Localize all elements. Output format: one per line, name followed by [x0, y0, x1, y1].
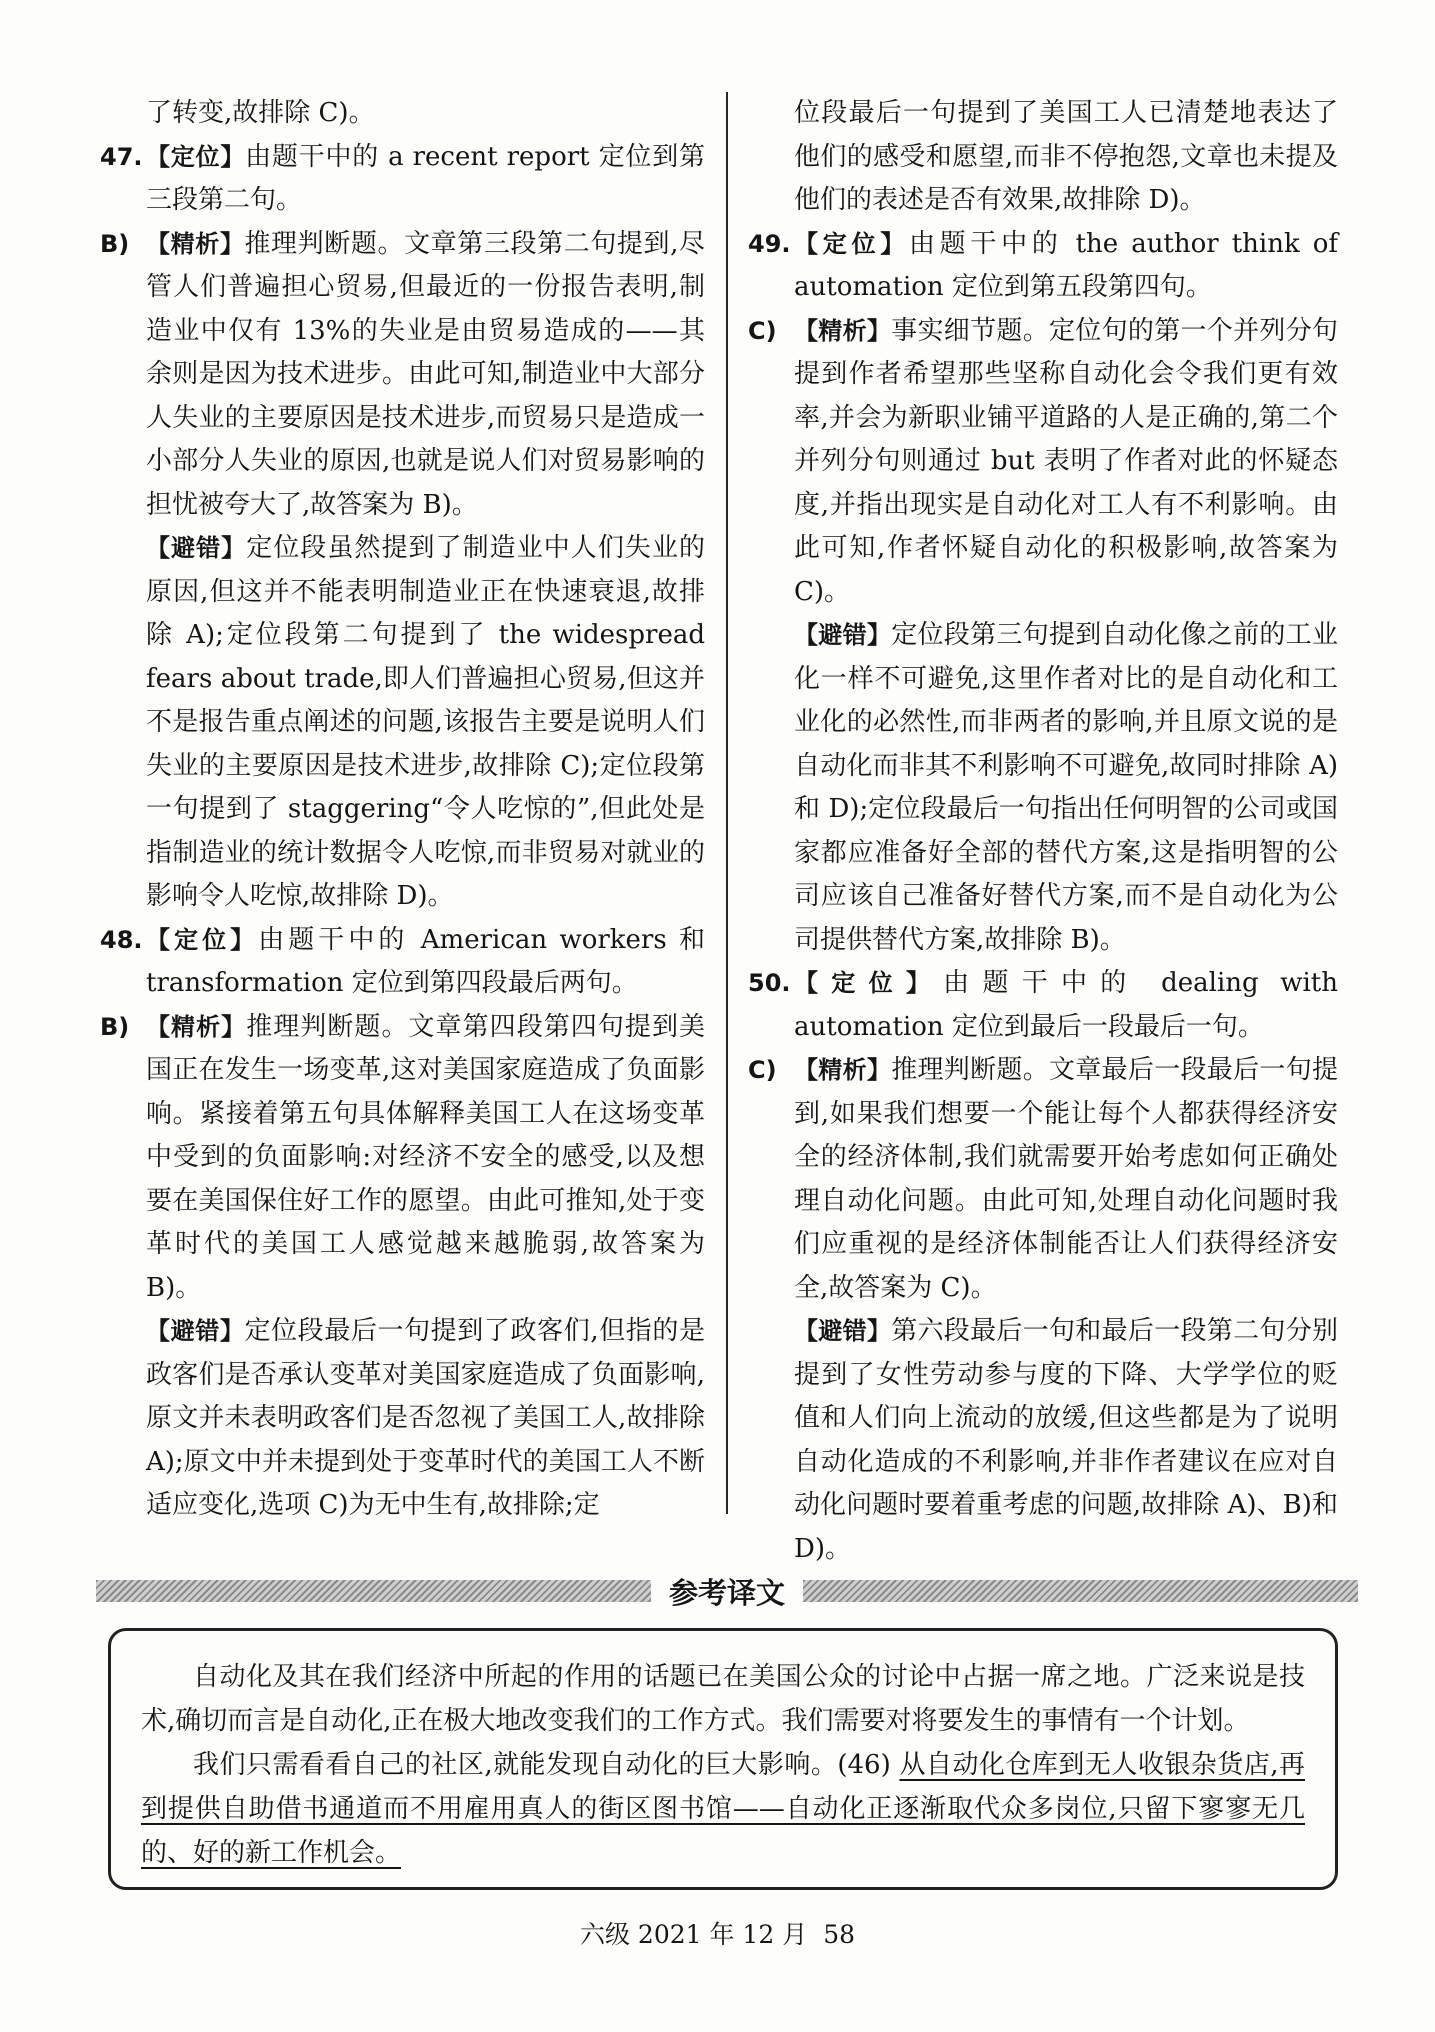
q47-answer: B) [100, 229, 130, 258]
column-divider [726, 92, 728, 1514]
q50-bi-text: 第六段最后一句和最后一段第二句分别提到了女性劳动参与度的下降、大学学位的贬值和人们向上流动的放缓,但这些都是为了说明自动化造成的不利影响,并非作者建议在应对自动化问题时要着重考虑的问题,故排除 A)、B)和 D)。 [794, 1316, 1338, 1564]
q47-ding-text: 由题干中的 a recent report 定位到第三段第二句。 [146, 141, 705, 215]
left-column [100, 92, 705, 1528]
q49-bi-tag: 【避错】 [794, 621, 892, 649]
q47-bi-tag: 【避错】 [146, 534, 247, 562]
q48-number: 48. [100, 925, 143, 954]
q48-answer: B) [100, 1012, 130, 1041]
q50-ding-text: 由题干中的 dealing with automation 定位到最后一段最后一句。 [794, 968, 1338, 1042]
q47-jing-tag: 【精析】 [146, 229, 245, 258]
q49-ding-text: 由题干中的 the author think of automation 定位到第五段第四句。 [794, 228, 1338, 302]
q48-analysis [100, 1006, 705, 1311]
page-number: 58 [823, 1920, 856, 1949]
q47-ding-tag: 【定位】 [146, 142, 246, 171]
q50-ding-tag: 【定位】 [794, 969, 944, 997]
q49-location [748, 223, 1338, 310]
q48-bi-text: 定位段最后一句提到了政客们,但指的是政客们是否承认变革对美国家庭造成了负面影响,原文并未表明政客们是否忽视了美国工人,故排除 A);原文中并未提到处于变革时代的美国工人不断适应变化,选项 C)为无中生有,故排除;定 [146, 1316, 706, 1520]
section-title: 参考译文 [669, 1575, 786, 1610]
q48-jing-text: 推理判断题。文章第四段第四句提到美国正在发生一场变革,这对美国家庭造成了负面影响。紧接着第五句具体解释美国工人在这场变革中受到的负面影响:对经济不安全的感受,以及想要在美国保住好工作的愿望。由此可推知,处于变革时代的美国工人感觉越来越脆弱,故答案为 B)。 [146, 1011, 705, 1303]
q47-error-avoid [100, 527, 705, 919]
q50-answer: C) [748, 1056, 777, 1084]
q48-location [100, 919, 705, 1006]
q48-ding-text: 由题干中的 American workers 和 transformation 定位到第四段最后两句。 [146, 924, 706, 998]
q47-jing-text: 推理判断题。文章第三段第二句提到,尽管人们普遍担心贸易,但最近的一份报告表明,制造业中仅有 13%的失业是由贸易造成的——其余则是因为技术进步。由此可知,制造业中大部分人失业的主要原因是技术进步,而贸易只是造成一小部分人失业的原因,也就是说人们对贸易影响的担忧被夸大了,故答案为 B)。 [146, 228, 706, 520]
section-header-bar [96, 1575, 1358, 1610]
q47-bi-text: 定位段虽然提到了制造业中人们失业的原因,但这并不能表明制造业正在快速衰退,故排除 A);定位段第二句提到了 the widespread fears about trade,即人们普遍担心贸易,但这并不是报告重点阐述的问题,该报告主要是说明人们失业的主要原因是技术进步,故排除 C);定位段第一句提到了 staggering“令人吃惊的”,但此处是指制造业的统计数据令人吃惊,而非贸易对就业的影响令人吃惊,故排除 D)。 [146, 533, 705, 911]
right-column [748, 92, 1338, 1571]
q49-error-avoid [748, 614, 1338, 962]
translation-paragraph-1: 自动化及其在我们经济中所起的作用的话题已在美国公众的讨论中占据一席之地。广泛来说是技术,确切而言是自动化,正在极大地改变我们的工作方式。我们需要对将要发生的事情有一个计划。 [141, 1662, 1305, 1736]
q48-jing-tag: 【精析】 [146, 1012, 247, 1041]
section-hatch-left [96, 1580, 651, 1602]
q50-jing-text: 推理判断题。文章最后一段最后一句提到,如果我们想要一个能让每个人都获得经济安全的经济体制,我们就需要开始考虑如何正确处理自动化问题。由此可知,处理自动化问题时我们应重视的是经济体制能否让人们获得经济安全,故答案为 C)。 [794, 1055, 1338, 1303]
q50-jing-tag: 【精析】 [794, 1056, 892, 1084]
q50-number: 50. [748, 969, 791, 997]
q50-location [748, 962, 1338, 1049]
section-hatch-right [803, 1580, 1358, 1602]
translation-p2-underlined: 从自动化仓库到无人收银杂货店,再到提供自助借书通道而不用雇用真人的街区图书馆——自动化正逐渐取代众多岗位,只留下寥寥无几的、好的新工作机会。 [141, 1750, 1306, 1868]
translation-box [108, 1628, 1338, 1890]
q47-number: 47. [100, 142, 143, 171]
q50-error-avoid [748, 1310, 1338, 1571]
q47-location [100, 136, 705, 223]
q48-error-avoid [100, 1310, 705, 1528]
left-intro-line: 了转变,故排除 C)。 [146, 98, 375, 128]
q49-answer: C) [748, 316, 777, 345]
q50-bi-tag: 【避错】 [794, 1317, 892, 1345]
page-footer [0, 1915, 1435, 1951]
q47-analysis [100, 223, 705, 528]
q49-bi-text: 定位段第三句提到自动化像之前的工业化一样不可避免,这里作者对比的是自动化和工业化的必然性,而非两者的影响,并且原文说的是自动化而非其不利影响不可避免,故同时排除 A)和 D);定位段最后一句指出任何明智的公司或国家都应准备好全部的替代方案,这是指明智的公司应该自己准备好替代方案,而不是自动化为公司提供替代方案,故排除 B)。 [794, 620, 1338, 955]
right-intro-text: 位段最后一句提到了美国工人已清楚地表达了他们的感受和愿望,而非不停抱怨,文章也未提及他们的表述是否有效果,故排除 D)。 [794, 98, 1338, 215]
q49-analysis [748, 310, 1338, 615]
q49-number: 49. [748, 229, 791, 258]
footer-exam-label: 六级 2021 年 12 月 [579, 1920, 808, 1949]
q49-jing-text: 事实细节题。定位句的第一个并列分句提到作者希望那些坚称自动化会令我们更有效率,并会为新职业铺平道路的人是正确的,第二个并列分句则通过 but 表明了作者对此的怀疑态度,并指出现实是自动化对工人有不利影响。由此可知,作者怀疑自动化的积极影响,故答案为 C)。 [794, 315, 1338, 607]
translation-p2-plain: 我们只需看看自己的社区,就能发现自动化的巨大影响。(46) [193, 1750, 900, 1780]
translation-paragraph-2 [141, 1743, 1305, 1875]
q48-bi-tag: 【避错】 [146, 1317, 245, 1345]
q49-jing-tag: 【精析】 [794, 316, 892, 345]
q50-analysis [748, 1049, 1338, 1310]
q48-ding-tag: 【定位】 [146, 925, 259, 954]
q49-ding-tag: 【定位】 [794, 229, 909, 258]
